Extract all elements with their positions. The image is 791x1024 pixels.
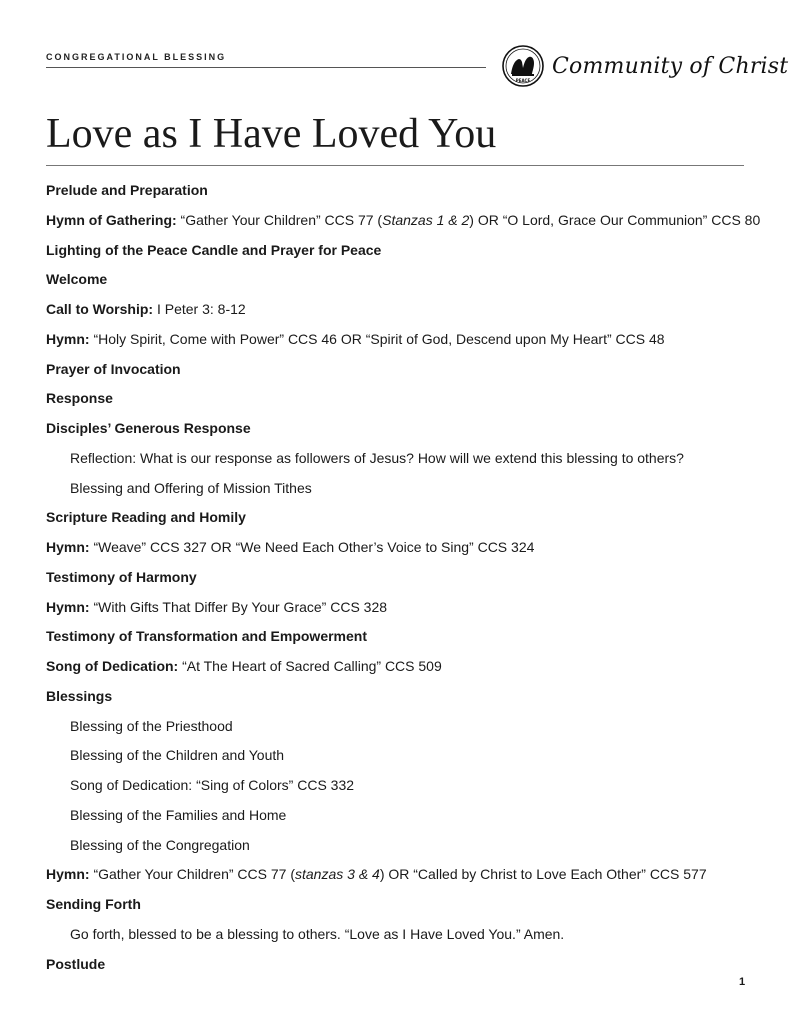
program-subitem — [46, 920, 756, 950]
item-text: ) OR “Called by Christ to Love Each Other” CCS 577 — [379, 866, 707, 883]
program-item — [46, 652, 756, 682]
section-label: CONGREGATIONAL BLESSING — [46, 52, 227, 62]
program-item — [46, 236, 756, 266]
program-item — [46, 355, 756, 385]
item-text: Blessing of the Families and Home — [70, 806, 287, 823]
item-text: Blessing and Offering of Mission Tithes — [70, 479, 312, 496]
program-item — [46, 325, 756, 355]
item-heading: Testimony of Transformation and Empowerment — [46, 628, 368, 645]
program-subitem — [46, 474, 756, 504]
program-item — [46, 295, 756, 325]
item-heading: Prayer of Invocation — [46, 360, 181, 377]
program-item — [46, 950, 756, 980]
item-text: “With Gifts That Differ By Your Grace” CCS 328 — [89, 598, 388, 615]
program-subitem — [46, 831, 756, 861]
program-item — [46, 622, 756, 652]
program-item — [46, 533, 756, 563]
item-heading: Hymn: — [46, 598, 90, 615]
item-text: “Gather Your Children” CCS 77 ( — [176, 211, 383, 228]
program-item — [46, 682, 756, 712]
peace-seal-icon — [502, 45, 544, 87]
community-of-christ-logo — [502, 44, 788, 88]
program-item — [46, 265, 756, 295]
item-text: Blessing of the Priesthood — [70, 717, 233, 734]
logo-wordmark: Community of Christ — [552, 53, 789, 79]
program-subitem — [46, 741, 756, 771]
order-of-worship — [46, 176, 761, 979]
item-text: Go forth, blessed to be a blessing to others. “Love as I Have Loved You.” Amen. — [70, 925, 565, 942]
page-title: Love as I Have Loved You — [46, 111, 497, 157]
program-subitem — [46, 712, 756, 742]
item-heading: Lighting of the Peace Candle and Prayer for Peace — [46, 241, 382, 258]
item-heading: Hymn: — [46, 330, 90, 347]
item-text: ) OR “O Lord, Grace Our Communion” CCS 80 — [469, 211, 761, 228]
item-text: “Gather Your Children” CCS 77 ( — [89, 866, 295, 883]
program-item — [46, 176, 756, 206]
item-heading: Sending Forth — [46, 896, 141, 912]
item-text: “Holy Spirit, Come with Power” CCS 46 OR “Spirit of God, Descend upon My Heart” CCS 48 — [89, 330, 665, 347]
header-divider — [46, 67, 486, 68]
program-item — [46, 414, 756, 444]
item-emphasis: stanzas 3 & 4 — [295, 866, 380, 883]
item-heading: Prelude and Preparation — [46, 182, 208, 198]
item-emphasis: Stanzas 1 & 2 — [382, 211, 470, 228]
program-item — [46, 563, 756, 593]
item-heading: Blessings — [46, 687, 113, 704]
title-divider — [46, 165, 744, 166]
item-heading: Song of Dedication: — [46, 658, 179, 674]
item-text: Blessing of the Children and Youth — [70, 747, 285, 764]
item-heading: Disciples’ Generous Response — [46, 420, 251, 436]
item-text: “Weave” CCS 327 OR “We Need Each Other’s Voice to Sing” CCS 324 — [89, 539, 535, 555]
item-text: Song of Dedication: “Sing of Colors” CCS 332 — [70, 777, 355, 793]
page-number: 1 — [739, 976, 746, 988]
program-subitem — [46, 771, 756, 801]
item-text: Reflection: What is our response as followers of Jesus? How will we extend this blessing to others? — [70, 449, 684, 466]
program-item — [46, 384, 756, 414]
program-item — [46, 503, 756, 533]
item-heading: Welcome — [46, 271, 108, 288]
item-text: I Peter 3: 8-12 — [153, 301, 246, 317]
item-heading: Testimony of Harmony — [46, 568, 197, 585]
item-heading: Postlude — [46, 955, 106, 972]
program-item — [46, 206, 761, 236]
item-text: Blessing of the Congregation — [70, 836, 250, 853]
item-heading: Hymn: — [46, 866, 90, 883]
program-item — [46, 593, 756, 623]
program-item — [46, 860, 756, 890]
program-subitem — [46, 801, 756, 831]
item-heading: Response — [46, 390, 113, 407]
item-heading: Hymn of Gathering: — [46, 211, 177, 228]
program-item — [46, 890, 756, 920]
item-heading: Call to Worship: — [46, 301, 154, 317]
item-heading: Scripture Reading and Homily — [46, 509, 246, 526]
item-text: “At The Heart of Sacred Calling” CCS 509 — [178, 658, 442, 674]
seal-label: PEACE — [515, 78, 531, 83]
item-heading: Hymn: — [46, 539, 90, 555]
program-subitem — [46, 444, 756, 474]
